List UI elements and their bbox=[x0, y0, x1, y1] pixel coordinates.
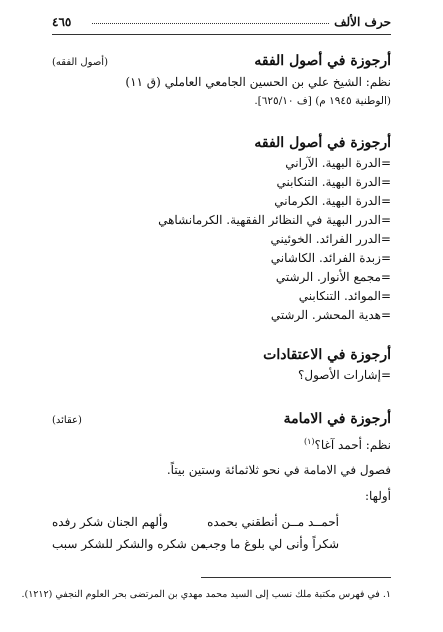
verse-hemistich-first: أحمــد مــن أنطقني بحمده bbox=[207, 515, 339, 529]
entry4-description: فصول في الامامة في نحو ثلاثمائة وستين بيتاً. bbox=[166, 463, 391, 477]
entry2-item: =الدرر الفرائد. الخوئيني bbox=[270, 232, 391, 246]
entry4-author-line bbox=[304, 434, 391, 453]
entry2-item: =الدرة البهية. التنكابني bbox=[276, 175, 391, 189]
entry4-first-label: أولها: bbox=[364, 489, 391, 503]
entry2-item: =الدرة البهية. الكرماني bbox=[274, 194, 391, 208]
footnote: ١. في فهرس مكتبة ملك نسب إلى السيد محمد مهدي بن المرتضى بحر العلوم النجفي (١٢١٢). bbox=[21, 589, 391, 600]
running-header bbox=[52, 14, 391, 30]
page-number: ٤٦٥ bbox=[52, 15, 72, 29]
footnote-ref: (١) bbox=[303, 437, 315, 446]
entry4-subject-tag: (عقائد) bbox=[52, 415, 82, 426]
footnote-rule bbox=[201, 577, 391, 578]
verse-hemistich-first: شكراً وأنى لي بلوغ ما وجب bbox=[201, 537, 339, 551]
entry2-item: =زبدة الفرائد. الكاشاني bbox=[270, 251, 391, 265]
verse-hemistich-second: وألهم الجنان شكر رفده bbox=[52, 515, 168, 529]
running-title: حرف الألف bbox=[334, 15, 391, 29]
entry2-item: =هدية المحشر. الرشتي bbox=[270, 308, 391, 322]
header-dot-leader bbox=[92, 23, 329, 24]
verse-hemistich-second: من شكره والشكر للشكر سبب bbox=[52, 537, 207, 551]
entry4-author: نظم: أحمد آغا؟ bbox=[314, 438, 391, 452]
entry1-heading: أرجوزة في أصول الفقه bbox=[254, 53, 391, 69]
header-rule bbox=[52, 34, 391, 35]
entry4-heading: أرجوزة في الامامة bbox=[283, 411, 391, 427]
entry2-heading: أرجوزة في أصول الفقه bbox=[254, 135, 391, 151]
entry1-location: (الوطنية ١٩٤٥ م) [ف ٦٢٥/١٠]. bbox=[254, 95, 391, 107]
entry2-item: =مجمع الأنوار. الرشتي bbox=[275, 270, 391, 284]
entry2-item: =الدرة البهية. الآراني bbox=[285, 156, 391, 170]
entry3-heading: أرجوزة في الاعتقادات bbox=[263, 347, 391, 363]
entry2-item: =الدرر البهية في النظائر الفقهية. الكرمانشاهي bbox=[158, 213, 391, 227]
entry1-subject-tag: (أصول الفقه) bbox=[52, 57, 108, 68]
entry3-item: =إشارات الأصول؟ bbox=[298, 368, 391, 382]
entry1-author: نظم: الشيخ علي بن الحسين الجامعي العاملي (ق ١١) bbox=[125, 75, 391, 89]
entry2-item: =الموائد. التنكابني bbox=[298, 289, 391, 303]
